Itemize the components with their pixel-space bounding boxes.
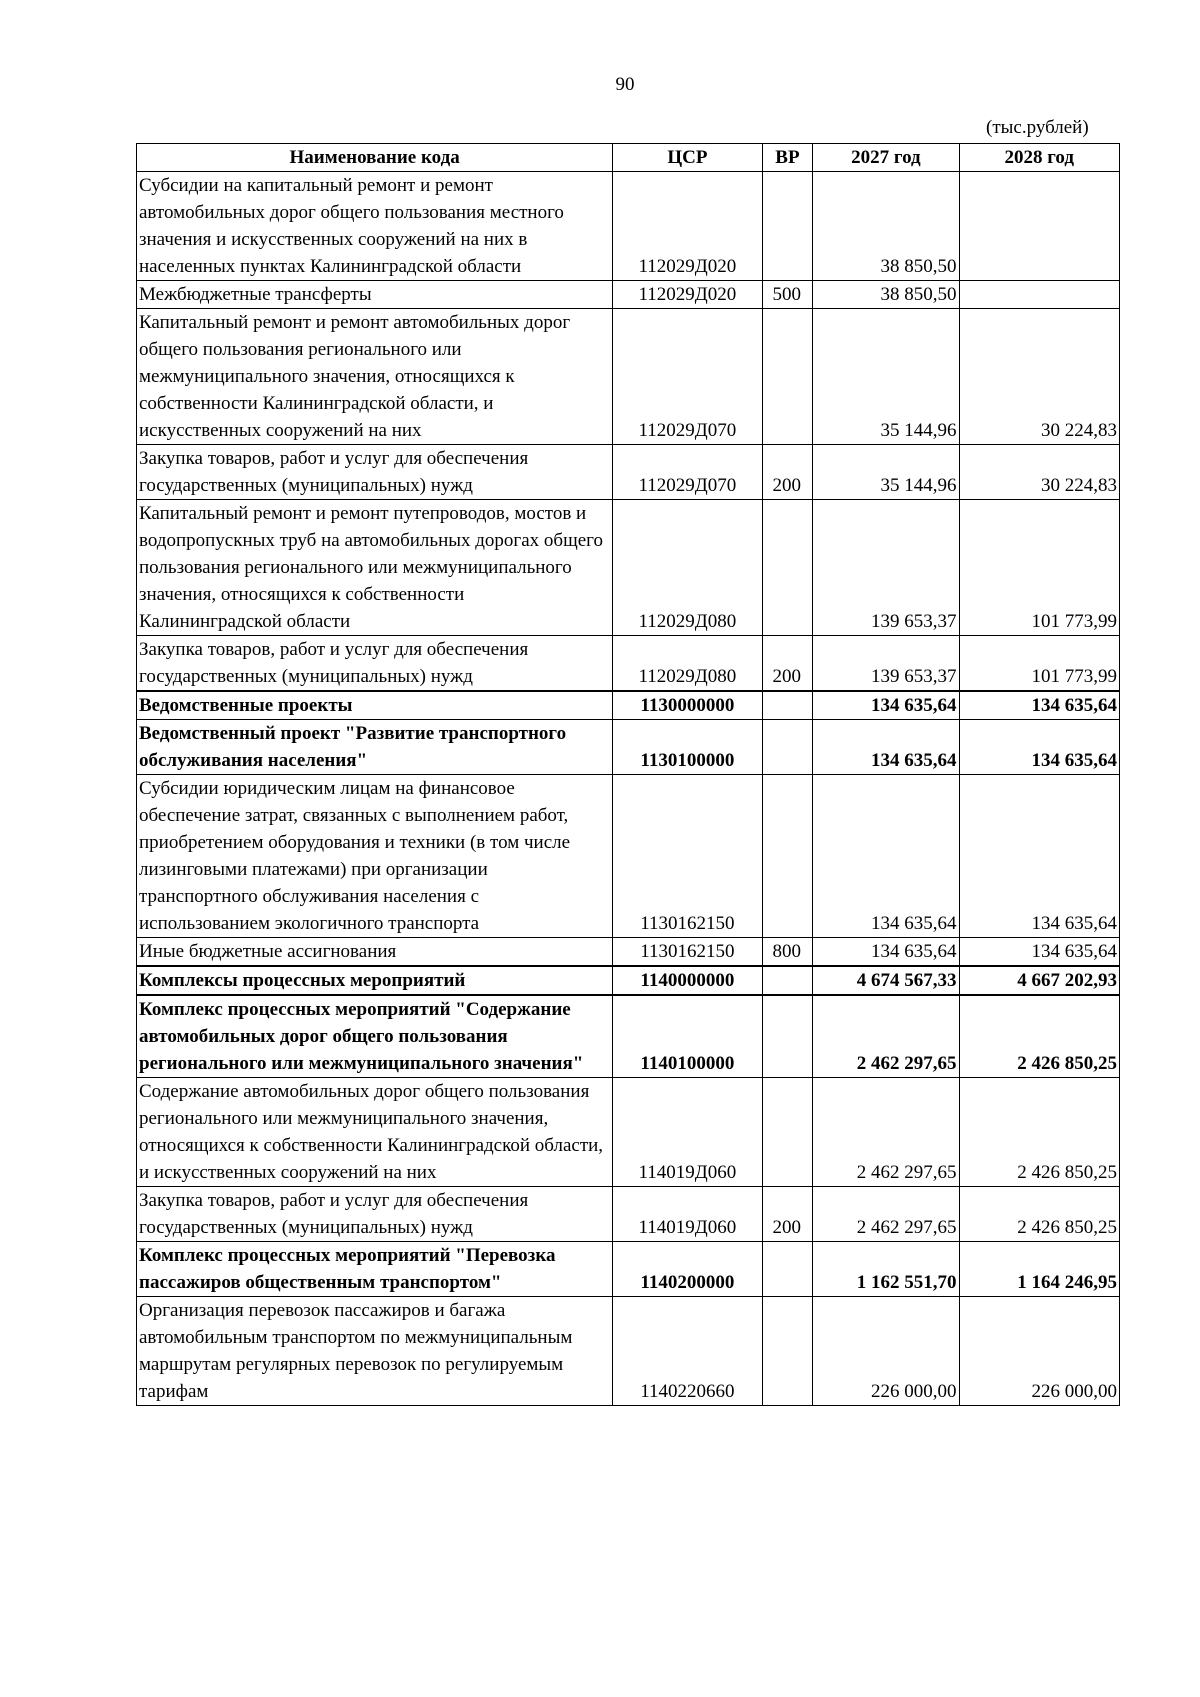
column-header-2027: 2027 год <box>813 144 959 172</box>
row-csr: 1140220660 <box>613 1297 762 1406</box>
row-vr: 200 <box>762 445 813 500</box>
table-row <box>137 1078 1120 1187</box>
row-vr <box>762 309 813 445</box>
row-2028 <box>959 172 1119 281</box>
table-header-row <box>137 144 1120 172</box>
row-name: Содержание автомобильных дорог общего пользования регионального или межмуниципального значения, относящихся к собственности Калининградской области, и искусственных сооружений на них <box>137 1078 613 1187</box>
row-2028: 2 426 850,25 <box>959 995 1119 1078</box>
row-2027: 134 635,64 <box>813 938 959 967</box>
table-row <box>137 691 1120 720</box>
budget-table <box>136 143 1120 1406</box>
column-header-2028: 2028 год <box>959 144 1119 172</box>
column-header-csr: ЦСР <box>613 144 762 172</box>
row-csr: 112029Д070 <box>613 309 762 445</box>
row-2028 <box>959 281 1119 309</box>
row-2027: 2 462 297,65 <box>813 1187 959 1242</box>
row-2027: 2 462 297,65 <box>813 995 959 1078</box>
row-csr: 1130100000 <box>613 720 762 775</box>
row-csr: 112029Д080 <box>613 636 762 692</box>
table-row <box>137 938 1120 967</box>
row-vr <box>762 995 813 1078</box>
row-vr <box>762 775 813 938</box>
row-2028: 101 773,99 <box>959 500 1119 636</box>
row-2027: 134 635,64 <box>813 691 959 720</box>
row-name: Субсидии юридическим лицам на финансовое обеспечение затрат, связанных с выполнением работ, приобретением оборудования и техники (в том числе лизинговыми платежами) при организации транспортного обслуживания населения с использованием экологичного транспорта <box>137 775 613 938</box>
row-csr: 112029Д070 <box>613 445 762 500</box>
row-csr: 112029Д020 <box>613 281 762 309</box>
row-name: Закупка товаров, работ и услуг для обеспечения государственных (муниципальных) нужд <box>137 1187 613 1242</box>
row-2027: 35 144,96 <box>813 445 959 500</box>
row-vr: 200 <box>762 1187 813 1242</box>
row-vr: 500 <box>762 281 813 309</box>
row-csr: 112029Д080 <box>613 500 762 636</box>
table-row <box>137 309 1120 445</box>
row-2027: 2 462 297,65 <box>813 1078 959 1187</box>
row-vr <box>762 500 813 636</box>
row-vr <box>762 691 813 720</box>
table-row <box>137 720 1120 775</box>
row-name: Межбюджетные трансферты <box>137 281 613 309</box>
row-csr: 114019Д060 <box>613 1187 762 1242</box>
page-number: 90 <box>615 74 635 95</box>
row-name: Закупка товаров, работ и услуг для обеспечения государственных (муниципальных) нужд <box>137 636 613 692</box>
row-name: Субсидии на капитальный ремонт и ремонт автомобильных дорог общего пользования местного значения и искусственных сооружений на них в населенных пунктах Калининградской области <box>137 172 613 281</box>
row-csr: 112029Д020 <box>613 172 762 281</box>
table-row <box>137 1297 1120 1406</box>
table-row <box>137 281 1120 309</box>
row-2027: 139 653,37 <box>813 636 959 692</box>
row-csr: 1130162150 <box>613 938 762 967</box>
row-2028: 134 635,64 <box>959 691 1119 720</box>
row-vr: 800 <box>762 938 813 967</box>
row-name: Организация перевозок пассажиров и багажа автомобильным транспортом по межмуниципальным маршрутам регулярных перевозок по регулируемым тарифам <box>137 1297 613 1406</box>
row-csr: 1130000000 <box>613 691 762 720</box>
row-2027: 35 144,96 <box>813 309 959 445</box>
row-name: Ведомственные проекты <box>137 691 613 720</box>
table-row <box>137 445 1120 500</box>
row-2028: 1 164 246,95 <box>959 1242 1119 1297</box>
row-vr <box>762 172 813 281</box>
row-2028: 2 426 850,25 <box>959 1078 1119 1187</box>
row-csr: 1140000000 <box>613 966 762 995</box>
column-header-vr: ВР <box>762 144 813 172</box>
row-csr: 1140200000 <box>613 1242 762 1297</box>
row-name: Комплекс процессных мероприятий "Содержание автомобильных дорог общего пользования регионального или межмуниципального значения" <box>137 995 613 1078</box>
row-2028: 134 635,64 <box>959 775 1119 938</box>
column-header-name: Наименование кода <box>137 144 613 172</box>
table-row <box>137 172 1120 281</box>
row-vr <box>762 966 813 995</box>
row-2027: 226 000,00 <box>813 1297 959 1406</box>
row-name: Ведомственный проект "Развитие транспортного обслуживания населения" <box>137 720 613 775</box>
table-row <box>137 1242 1120 1297</box>
row-csr: 1130162150 <box>613 775 762 938</box>
row-name: Комплекс процессных мероприятий "Перевозка пассажиров общественным транспортом" <box>137 1242 613 1297</box>
row-csr: 114019Д060 <box>613 1078 762 1187</box>
row-2027: 139 653,37 <box>813 500 959 636</box>
row-2028: 30 224,83 <box>959 445 1119 500</box>
row-2027: 38 850,50 <box>813 281 959 309</box>
row-2028: 4 667 202,93 <box>959 966 1119 995</box>
table-row <box>137 500 1120 636</box>
row-2027: 134 635,64 <box>813 775 959 938</box>
row-2027: 38 850,50 <box>813 172 959 281</box>
row-2028: 226 000,00 <box>959 1297 1119 1406</box>
table-row <box>137 775 1120 938</box>
row-csr: 1140100000 <box>613 995 762 1078</box>
row-vr <box>762 1297 813 1406</box>
row-vr <box>762 1242 813 1297</box>
row-name: Иные бюджетные ассигнования <box>137 938 613 967</box>
table-row <box>137 966 1120 995</box>
units-note: (тыс.рублей) <box>986 117 1089 138</box>
row-name: Капитальный ремонт и ремонт путепроводов, мостов и водопропускных труб на автомобильных дорогах общего пользования регионального или межмуниципального значения, относящихся к собственности Калининградской области <box>137 500 613 636</box>
row-2028: 134 635,64 <box>959 720 1119 775</box>
row-2028: 30 224,83 <box>959 309 1119 445</box>
row-2028: 134 635,64 <box>959 938 1119 967</box>
table-row <box>137 1187 1120 1242</box>
row-name: Комплексы процессных мероприятий <box>137 966 613 995</box>
row-2027: 1 162 551,70 <box>813 1242 959 1297</box>
table-row <box>137 995 1120 1078</box>
row-2027: 134 635,64 <box>813 720 959 775</box>
table-row <box>137 636 1120 692</box>
row-2028: 101 773,99 <box>959 636 1119 692</box>
row-vr <box>762 720 813 775</box>
row-vr: 200 <box>762 636 813 692</box>
row-name: Капитальный ремонт и ремонт автомобильных дорог общего пользования регионального или межмуниципального значения, относящихся к собственности Калининградской области, и искусственных сооружений на них <box>137 309 613 445</box>
row-name: Закупка товаров, работ и услуг для обеспечения государственных (муниципальных) нужд <box>137 445 613 500</box>
row-2027: 4 674 567,33 <box>813 966 959 995</box>
row-vr <box>762 1078 813 1187</box>
row-2028: 2 426 850,25 <box>959 1187 1119 1242</box>
